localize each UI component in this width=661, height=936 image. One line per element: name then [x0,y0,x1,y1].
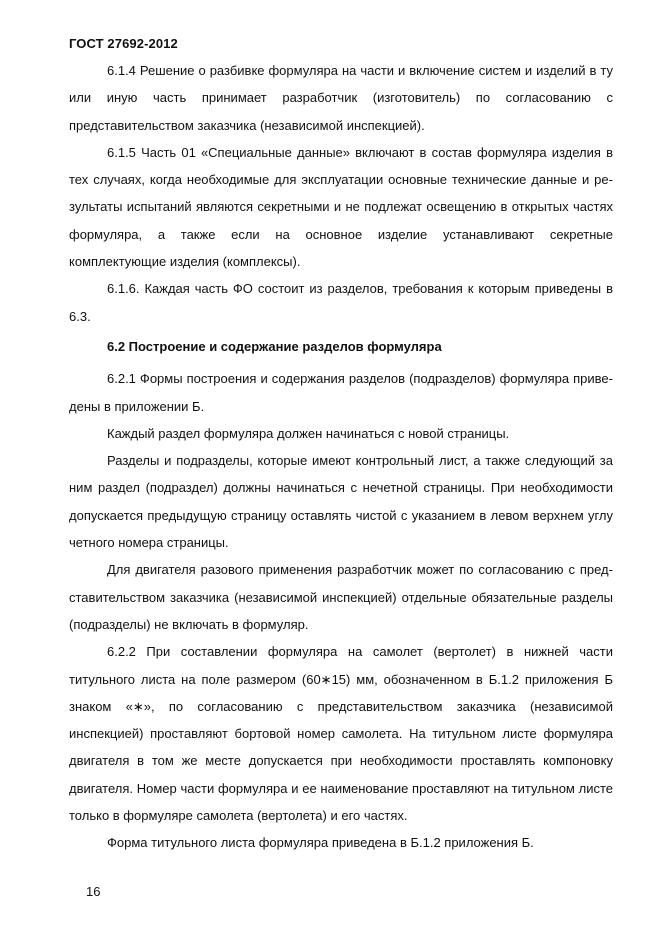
document-code: ГОСТ 27692-2012 [69,36,178,51]
paragraph-sections: Разделы и подразделы, которые имеют контрольный лист, а также следующий за ним раздел (подраздел) должны начинаться с нечетной страницы. При необходимости допускается предыдущую страницу оставлять чистой с указанием в левом верхнем углу четного номера страницы. [69,453,613,551]
paragraph-title-form: Форма титульного листа формуляра приведена в Б.1.2 приложения Б. [107,835,534,851]
document-body [69,57,613,857]
paragraph-engine: Для двигателя разового применения разработчик может по согласованию с представительством заказчика (независимой инспекцией) отдельные обязательные разделы (подразделы) не включать в формуляр. [69,562,613,632]
paragraph-6-2-1: 6.2.1 Формы построения и содержания разделов (подразделов) формуляра приведены в приложении Б. [69,371,613,414]
page-number: 16 [86,884,101,899]
paragraph-6-1-6: 6.1.6. Каждая часть ФО состоит из разделов, требования к которым приведены в 6.3. [69,281,613,324]
paragraph-6-2-2: 6.2.2 При составлении формуляра на самолет (вертолет) в нижней части титульного листа на поле размером (60∗15) мм, обозначенном в Б.1.2 приложения Б знаком «∗», по согласованию с представительством заказчика (независимой инспекцией) проставляют бортовой номер самолета. На титульном листе формуляра двигателя в том же месте допускается при необходимости проставлять компоновку двигателя. Номер части формуляра и ее наименование проставляют на титульном листе только в формуляре самолета (вертолета) и его частях. [69,644,613,824]
paragraph-new-page: Каждый раздел формуляра должен начинаться с новой страницы. [107,425,510,441]
paragraph-6-1-5: 6.1.5 Часть 01 «Специальные данные» включают в состав формуляра изделия в тех случаях, когда необходимые для эксплуатации основные технические данные и результаты испытаний являются секретными и не подлежат освещению в открытых частях формуляра, а также если на основное изделие устанавливают секретные комплектующие изделия (комплексы). [69,144,613,270]
paragraph-6-1-4: 6.1.4 Решение о разбивке формуляра на части и включение систем и изделий в ту или иную часть принимает разработчик (изготовитель) по согласованию с представительством заказчика (независимой инспекцией). [69,63,613,133]
section-heading-6-2: 6.2 Построение и содержание разделов формуляра [107,338,442,354]
